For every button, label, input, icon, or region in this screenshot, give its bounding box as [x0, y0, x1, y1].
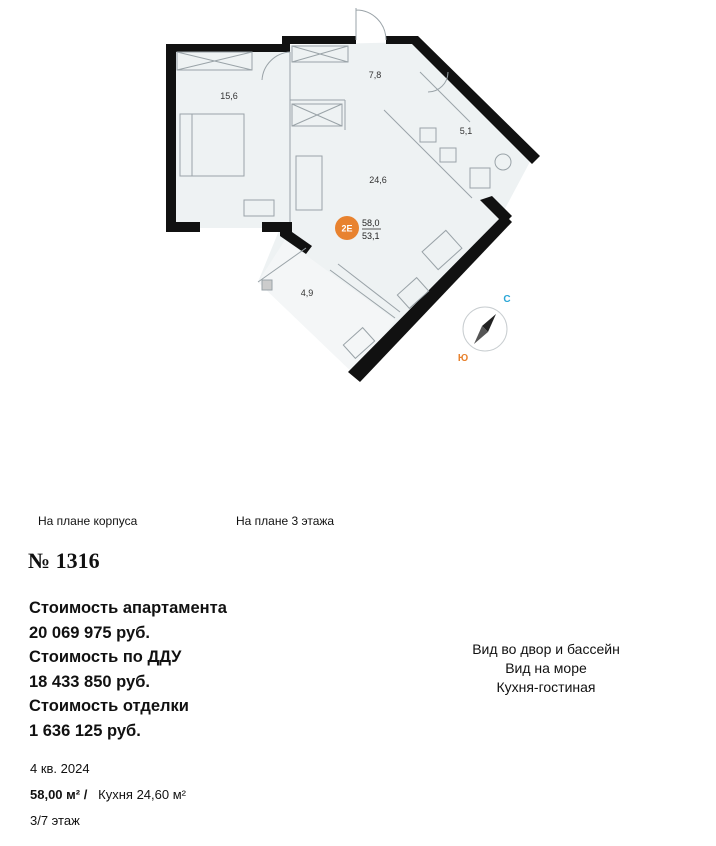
floor-info: 3/7 этаж	[30, 813, 80, 828]
finish-price-value: 1 636 125 руб.	[29, 721, 141, 740]
price-block	[29, 596, 227, 743]
total-area: 58,00 м² /	[30, 787, 88, 802]
compass-south-label: Ю	[457, 353, 469, 364]
tab-building-plan[interactable]: На плане корпуса	[38, 514, 138, 528]
room-area-living: 24,6	[369, 175, 387, 185]
room-area-bedroom: 15,6	[220, 91, 238, 101]
kitchen-area: Кухня 24,60 м²	[98, 787, 186, 802]
ddu-price-value: 18 433 850 руб.	[29, 672, 150, 691]
room-area-hall: 7,8	[368, 70, 382, 80]
apartment-price-value: 20 069 975 руб.	[29, 623, 150, 642]
area-row	[30, 787, 186, 802]
room-area-bathroom: 5,1	[459, 126, 473, 136]
badge-code: 2E	[341, 223, 353, 234]
feature-item: Вид на море	[505, 660, 587, 676]
apartment-price-label: Стоимость апартамента	[29, 599, 227, 617]
completion-date: 4 кв. 2024	[30, 761, 90, 776]
compass-north-label: С	[503, 294, 511, 305]
badge-living-area: 53,1	[362, 231, 380, 241]
badge-total-area: 58,0	[362, 218, 380, 228]
finish-price-label: Стоимость отделки	[29, 697, 189, 715]
unit-number: № 1316	[28, 548, 100, 573]
feature-item: Кухня-гостиная	[496, 679, 596, 695]
tab-floor-plan[interactable]: На плане 3 этажа	[236, 514, 335, 528]
features-list	[440, 640, 652, 697]
feature-item: Вид во двор и бассейн	[472, 641, 620, 657]
ddu-price-label: Стоимость по ДДУ	[29, 648, 182, 666]
compass	[458, 294, 511, 364]
room-area-balcony: 4,9	[300, 288, 314, 298]
